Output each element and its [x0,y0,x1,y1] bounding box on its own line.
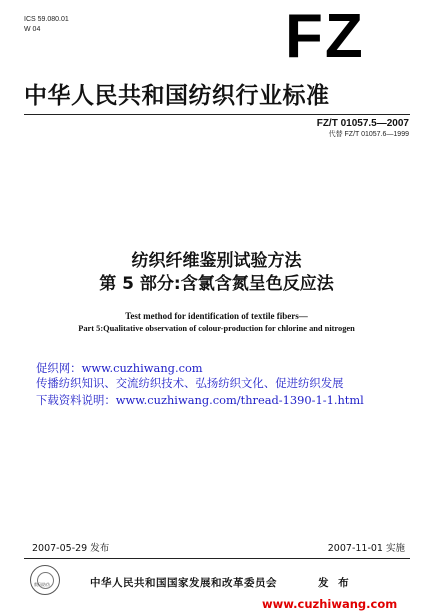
replaces-standard: 代替 FZ/T 01057.6—1999 [328,131,409,138]
promo-slogan: 传播纺织知识、交流纺织技术、弘扬纺织文化、促进纺织发展 [36,376,344,390]
issuing-authority: 中华人民共和国国家发展和改革委员会 [90,577,277,589]
promo-site-link[interactable]: 促织网：www.cuzhiwang.com [36,361,203,375]
promo-download-link[interactable]: 下载资料说明：www.cuzhiwang.com/thread-1390-1-1.html [36,393,364,407]
ics-code: ICS 59.080.01 [24,16,69,23]
anti-counterfeit-seal-icon [30,565,60,595]
category-code: W 04 [24,26,41,33]
document-title-line2: 第 5 部分:含氯含氮呈色反应法 [99,274,334,294]
implementation-date: 2007-11-01 实施 [327,543,405,554]
issue-date: 2007-05-29 发布 [32,543,110,554]
header-divider [24,114,410,115]
fz-logo: FZ [285,2,365,71]
site-watermark: www.cuzhiwang.com [262,597,398,611]
seal-label: 数码防伪 [34,582,50,587]
english-title-line1: Test method for identification of textile fibers— [125,311,308,321]
footer-divider [24,558,410,559]
document-title-line1: 纺织纤维鉴别试验方法 [131,251,302,271]
standard-number: FZ/T 01057.5—2007 [316,118,409,129]
publish-label: 发 布 [318,577,352,589]
english-title-line2: Part 5:Qualitative observation of colour-production for chlorine and nitrogen [78,324,355,333]
organization-title: 中华人民共和国纺织行业标准 [24,83,330,109]
